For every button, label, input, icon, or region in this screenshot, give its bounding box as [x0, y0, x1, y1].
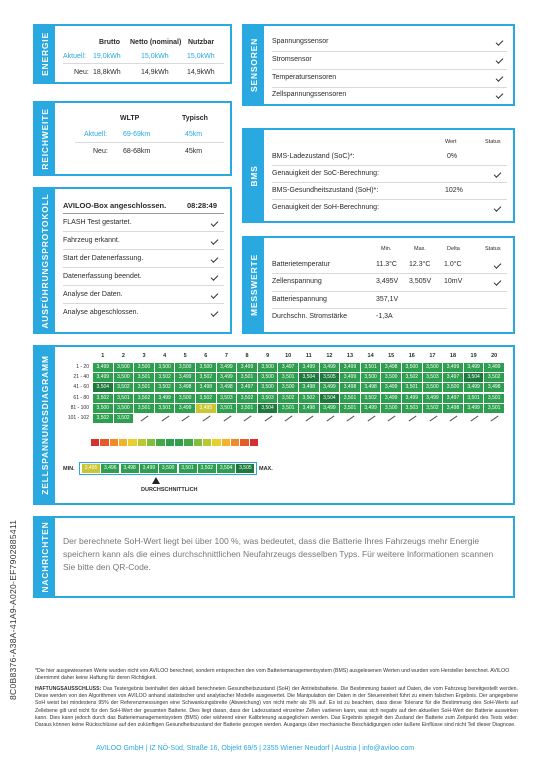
colorbar-segment [250, 439, 258, 446]
cell-voltage: 3,497 [443, 394, 463, 403]
messwerte-col-max: Max. [414, 246, 426, 252]
document-id-code: 8C0B8376-A38A-41A9-A020-EF7902885411 [8, 519, 18, 700]
cell-voltage: 3,500 [258, 363, 278, 372]
cell-voltage: 3,504 [299, 373, 319, 382]
cell-voltage: 3,502 [134, 394, 154, 403]
grid-column-label: 19 [470, 353, 477, 359]
footnote: *Die hier ausgewiesenen Werte wurden nicht von AVILOO berechnet, sondern entsprechen den vom Batteriemanagementsystem (BMS) ausgelesenen Werten und wurden vom Hersteller berechnet. AVILOO übernimmt daher keine Haftung für deren Richtigkeit. [35, 668, 510, 682]
cell-voltage: 3,499 [340, 373, 360, 382]
empty-cell-slash [388, 416, 396, 422]
cell-voltage: 3,500 [278, 383, 298, 392]
energie-row-neu: Neu: [74, 69, 89, 76]
scale-min-label: MIN. [63, 466, 75, 472]
cell-voltage: 3,499 [464, 404, 484, 413]
cell-voltage: 3,498 [217, 383, 237, 392]
nachrichten-text: Der berechnete SoH-Wert liegt bei über 100 %, was bedeutet, dass die Batterie Ihres Fahrzeugs mehr Energie speichern kann als die eines durchschnittlichen Neufahrzeugs desselben Typs. Für weitere Informationen scannen Sie bitte den QR-Code. [63, 536, 494, 572]
cell-voltage: 3,499 [443, 363, 463, 372]
empty-cell-slash [306, 416, 314, 422]
check-icon [211, 273, 219, 281]
nachrichten-side-label: NACHRICHTEN [35, 518, 55, 596]
grid-column-label: 6 [204, 353, 208, 359]
cell-voltage: 3,503 [402, 404, 422, 413]
cell-voltage: 3,505 [320, 373, 340, 382]
cell-voltage: 3,500 [114, 363, 134, 372]
cell-voltage: 3,501 [237, 404, 257, 413]
grid-column-label: 2 [121, 353, 125, 359]
energie-neu-netto: 14,9kWh [141, 69, 169, 76]
colorbar-segment [147, 439, 155, 446]
colorbar-segment [240, 439, 248, 446]
messwerte-delta: 10mV [444, 278, 463, 285]
disclaimer-text: Das Testergebnis beinhaltet den aktuell berechneten Gesundheitszustand (SoH) der Antriebsbatterie. Die Bestimmung basiert auf Daten, die vom Fahrzeug bereitgestellt werden. Diese werden von den Algorithmen von AVILOO anhand statistischer und analytischer Modelle ausgewertet. Die Manipulation der Daten in der Steuereinheit führt zu einem falschen Ergebnis. Der angegebene SoH weist bei mindestens 95% der Referenzmessungen eine Schwankungsbreite (Abweichung) von nicht mehr als 3% auf. Es ist zu beachten, dass diese Toleranz für die Bestimmung des SoH-Werts auf Zellebene gilt und nicht für den SoH-Wert der gesamten Batterie. Dies liegt daran, dass der Ladezustand einzelner Zellen variieren kann, was sich negativ auf den aktuellen SoH-Wert der Batterie auswirken kann. Dies kann jedoch durch das Batteriemanagementsystem (BMS) oder während einer Kalibrierung ausgeglichen werden. Das Ergebnis spiegelt den Zustand der Batterie zum Zeitpunkt des Tests wider. Daraus können keine Rückschlüsse auf den zukünftigen Gesundheitszustand der Batterie gezogen werden. Ausgangs über mechanische Beschädigungen oder äußere Einflüsse sind nicht Teil dieser Diagnose. [35, 686, 518, 729]
messwerte-side-label: MESSWERTE [244, 238, 264, 332]
cell-voltage: 3,499 [402, 394, 422, 403]
empty-cell-slash [347, 416, 355, 422]
grid-row-label: 1 - 20 [76, 364, 89, 370]
scale-max-label: MAX. [259, 466, 273, 472]
check-icon [496, 56, 504, 64]
check-icon [494, 261, 502, 269]
cell-voltage: 3,501 [134, 404, 154, 413]
cell-voltage: 3,498 [443, 404, 463, 413]
grid-column-label: 20 [491, 353, 498, 359]
empty-cell-slash [326, 416, 334, 422]
bms-side-label: BMS [244, 130, 264, 221]
grid-row-label: 41 - 60 [73, 384, 89, 391]
zellspannung-side-label: ZELLSPANNUNGSDIAGRAMM [35, 347, 55, 503]
cell-voltage: 3,504 [464, 373, 484, 382]
scale-cell: 3,499 [140, 464, 158, 473]
grid-column-label: 12 [326, 353, 333, 359]
grid-row-label: 21 - 40 [73, 374, 89, 381]
cell-voltage: 3,500 [381, 404, 401, 413]
check-icon [494, 278, 502, 286]
cell-voltage: 3,501 [340, 394, 360, 403]
cell-voltage: 3,502 [196, 394, 216, 403]
cell-voltage: 3,499 [484, 363, 504, 372]
company-name: AVILOO GmbH [96, 745, 144, 752]
cell-voltage: 3,498 [484, 383, 504, 392]
colorbar-segment [128, 439, 136, 446]
cell-voltage: 3,502 [155, 383, 175, 392]
sensor-item: Temperatursensoren [272, 74, 337, 81]
energie-neu-brutto: 18,8kWh [93, 69, 121, 76]
cell-voltage: 3,500 [93, 404, 113, 413]
cell-voltage: 3,502 [402, 373, 422, 382]
cell-voltage: 3,499 [93, 363, 113, 372]
footer-line: AVILOO GmbH | IZ NÖ-Süd, Straße 16, Objekt 69/5 | 2355 Wiener Neudorf | Austria | info@aviloo.com [96, 745, 415, 752]
cell-voltage: 3,502 [299, 394, 319, 403]
colorbar-segment [194, 439, 202, 446]
cell-voltage: 3,503 [423, 373, 443, 382]
grid-column-label: 16 [408, 353, 415, 359]
colorbar-segment [156, 439, 164, 446]
cell-voltage: 3,500 [175, 394, 195, 403]
cell-voltage: 3,501 [484, 394, 504, 403]
company-address: IZ NÖ-Süd, Straße 16, Objekt 69/5 | 2355 Wiener Neudorf | Austria | info@aviloo.com [149, 745, 415, 752]
reichweite-row-aktuell: Aktuell: [84, 131, 107, 138]
cell-voltage: 3,500 [258, 373, 278, 382]
cell-voltage: 3,498 [196, 383, 216, 392]
colorbar-segment [175, 439, 183, 446]
grid-column-label: 14 [367, 353, 374, 359]
grid-column-label: 3 [142, 353, 146, 359]
grid-row-label: 61 - 80 [73, 394, 89, 401]
messwerte-col-delta: Delta [447, 246, 460, 252]
voltage-scale [79, 462, 257, 475]
colorbar-segment [184, 439, 192, 446]
energie-col-brutto: Brutto [99, 39, 120, 46]
cell-voltage: 3,500 [443, 383, 463, 392]
messwerte-min: 11.3°C [376, 261, 397, 268]
scale-cell: 3,500 [159, 464, 177, 473]
cell-voltage: 3,502 [361, 394, 381, 403]
empty-cell-slash [223, 416, 231, 422]
cell-voltage: 3,502 [196, 373, 216, 382]
cell-voltage: 3,500 [114, 404, 134, 413]
voltage-colorbar [91, 439, 259, 446]
grid-column-label: 7 [224, 353, 228, 359]
scale-cell: 3,504 [217, 464, 235, 473]
check-icon [496, 38, 504, 46]
cell-voltage: 3,501 [361, 363, 381, 372]
sensoren-side-label: SENSOREN [244, 26, 264, 104]
cell-voltage: 3,499 [155, 394, 175, 403]
messwerte-max: 12.3°C [409, 261, 431, 268]
reichweite-col-typisch: Typisch [182, 115, 208, 122]
cell-voltage: 3,499 [237, 363, 257, 372]
empty-cell-slash [244, 416, 252, 422]
nachrichten-card [33, 516, 515, 598]
energie-aktuell-nutzbar: 15,0kWh [187, 53, 215, 60]
protokoll-header: AVILOO-Box angeschlossen. [63, 201, 167, 210]
cell-voltage: 3,500 [196, 363, 216, 372]
grid-column-label: 17 [429, 353, 436, 359]
cell-voltage: 3,504 [93, 383, 113, 392]
cell-voltage: 3,500 [114, 373, 134, 382]
bms-row-value: 0% [447, 153, 458, 160]
cell-voltage-grid [35, 347, 513, 503]
scale-cell: 3,502 [198, 464, 216, 473]
protokoll-item: FLASH Test gestartet. [63, 219, 132, 226]
reichweite-row-neu: Neu: [93, 148, 108, 155]
cell-voltage: 3,499 [320, 404, 340, 413]
cell-voltage: 3,498 [381, 363, 401, 372]
cell-voltage: 3,498 [175, 383, 195, 392]
energie-side-label: ENERGIE [35, 26, 55, 82]
cell-voltage: 3,501 [237, 373, 257, 382]
bms-row-label: BMS-Ladezustand (SoC)*: [272, 153, 355, 160]
cell-voltage: 3,497 [443, 373, 463, 382]
energie-row-aktuell: Aktuell: [63, 53, 86, 60]
check-icon [211, 309, 219, 317]
protokoll-item: Analyse abgeschlossen. [63, 309, 139, 316]
grid-column-label: 9 [266, 353, 270, 359]
cell-voltage: 3,500 [258, 383, 278, 392]
cell-voltage: 3,501 [217, 404, 237, 413]
bms-row-label: Genauigkeit der SoH-Berechnung: [272, 204, 380, 211]
check-icon [496, 74, 504, 82]
bms-row-label: BMS-Gesundheitszustand (SoH)*: [272, 187, 379, 194]
grid-column-label: 4 [163, 353, 167, 359]
colorbar-segment [110, 439, 118, 446]
cell-voltage: 3,500 [381, 373, 401, 382]
bms-col-status: Status [485, 139, 501, 145]
cell-voltage: 3,495 [196, 404, 216, 413]
grid-column-label: 8 [245, 353, 249, 359]
colorbar-segment [222, 439, 230, 446]
cell-voltage: 3,500 [361, 373, 381, 382]
grid-column-label: 1 [101, 353, 105, 359]
check-icon [494, 204, 502, 212]
colorbar-segment [212, 439, 220, 446]
protokoll-item: Start der Datenerfassung. [63, 255, 144, 262]
colorbar-segment [91, 439, 99, 446]
cell-voltage: 3,501 [134, 383, 154, 392]
cell-voltage: 3,498 [299, 383, 319, 392]
scale-cell: 3,495 [82, 464, 100, 473]
cell-voltage: 3,499 [340, 363, 360, 372]
energie-aktuell-netto: 15,0kWh [141, 53, 169, 60]
disclaimer-label: HAFTUNGSAUSSCHLUSS: [35, 686, 102, 692]
protokoll-item: Fahrzeug erkannt. [63, 237, 120, 244]
energie-neu-nutzbar: 14,9kWh [187, 69, 215, 76]
protokoll-item: Datenerfassung beendet. [63, 273, 142, 280]
grid-column-label: 13 [346, 353, 354, 359]
cell-voltage: 3,499 [175, 373, 195, 382]
cell-voltage: 3,498 [299, 404, 319, 413]
zellspannung-card [33, 345, 515, 505]
disclaimer [35, 686, 518, 729]
cell-voltage: 3,501 [484, 404, 504, 413]
bms-card [242, 128, 515, 223]
check-icon [211, 219, 219, 227]
cell-voltage: 3,502 [93, 394, 113, 403]
cell-voltage: 3,499 [381, 383, 401, 392]
bms-row-value: 102% [445, 187, 463, 194]
empty-cell-slash [409, 416, 417, 422]
cell-voltage: 3,504 [258, 404, 278, 413]
cell-voltage: 3,499 [93, 373, 113, 382]
messwerte-row-label: Zellenspannung [272, 278, 322, 285]
cell-voltage: 3,500 [423, 383, 443, 392]
bms-row-label: Genauigkeit der SoC-Berechnung: [272, 170, 380, 177]
empty-cell-slash [203, 416, 211, 422]
empty-cell-slash [182, 416, 190, 422]
cell-voltage: 3,501 [134, 373, 154, 382]
grid-row-label: 81 - 100 [70, 404, 89, 411]
reichweite-aktuell-wltp: 69-69km [123, 131, 151, 138]
check-icon [496, 91, 504, 99]
protokoll-item: Analyse der Daten. [63, 291, 123, 298]
cell-voltage: 3,503 [258, 394, 278, 403]
grid-column-label: 18 [449, 353, 457, 359]
bms-col-wert: Wert [445, 139, 457, 145]
check-icon [211, 291, 219, 299]
messwerte-min: -1,3A [376, 313, 393, 320]
messwerte-min: 3,495V [376, 278, 399, 285]
messwerte-row-label: Batterietemperatur [272, 261, 330, 268]
colorbar-segment [100, 439, 108, 446]
cell-voltage: 3,500 [175, 363, 195, 372]
cell-voltage: 3,499 [381, 394, 401, 403]
sensoren-card [242, 24, 515, 106]
cell-voltage: 3,504 [320, 394, 340, 403]
cell-voltage: 3,502 [114, 383, 134, 392]
cell-voltage: 3,501 [402, 383, 422, 392]
cell-voltage: 3,499 [217, 363, 237, 372]
empty-cell-slash [429, 416, 437, 422]
cell-voltage: 3,500 [134, 363, 154, 372]
grid-column-label: 5 [183, 353, 187, 359]
colorbar-segment [166, 439, 174, 446]
messwerte-delta: 1.0°C [444, 261, 462, 268]
empty-cell-slash [141, 416, 149, 422]
check-icon [494, 170, 502, 178]
cell-voltage: 3,501 [155, 404, 175, 413]
grid-column-label: 11 [305, 353, 312, 359]
energie-aktuell-brutto: 19,0kWh [93, 53, 121, 60]
sensor-item: Stromsensor [272, 56, 312, 63]
cell-voltage: 3,499 [464, 363, 484, 372]
cell-voltage: 3,498 [340, 383, 360, 392]
cell-voltage: 3,499 [423, 394, 443, 403]
cell-voltage: 3,503 [217, 394, 237, 403]
cell-voltage: 3,497 [278, 363, 298, 372]
cell-voltage: 3,499 [175, 404, 195, 413]
cell-voltage: 3,497 [237, 383, 257, 392]
reichweite-neu-typisch: 45km [185, 148, 203, 155]
messwerte-row-label: Batteriespannung [272, 296, 327, 303]
empty-cell-slash [470, 416, 478, 422]
cell-voltage: 3,501 [278, 404, 298, 413]
cell-voltage: 3,502 [114, 414, 134, 423]
reichweite-side-label: REICHWEITE [35, 103, 55, 174]
cell-voltage: 3,501 [340, 404, 360, 413]
protokoll-time: 08:28:49 [187, 201, 218, 210]
empty-cell-slash [161, 416, 169, 422]
empty-cell-slash [491, 416, 499, 422]
reichweite-neu-wltp: 68-68km [123, 148, 151, 155]
messwerte-col-status: Status [485, 246, 501, 252]
cell-voltage: 3,499 [320, 383, 340, 392]
cell-voltage: 3,499 [217, 373, 237, 382]
sensor-item: Zellspannungssensoren [272, 91, 347, 98]
check-icon [211, 237, 219, 245]
average-marker-icon [152, 477, 160, 484]
cell-voltage: 3,501 [278, 373, 298, 382]
energie-card [33, 24, 232, 84]
empty-cell-slash [450, 416, 458, 422]
grid-column-label: 15 [388, 353, 395, 359]
messwerte-card [242, 236, 515, 334]
cell-voltage: 3,501 [464, 394, 484, 403]
empty-cell-slash [264, 416, 272, 422]
cell-voltage: 3,500 [402, 363, 422, 372]
messwerte-row-label: Durchschn. Stromstärke [272, 313, 348, 320]
grid-row-label: 101 - 102 [67, 415, 89, 421]
cell-voltage: 3,498 [361, 383, 381, 392]
scale-cell: 3,501 [179, 464, 197, 473]
colorbar-segment [203, 439, 211, 446]
grid-column-label: 10 [285, 353, 292, 359]
cell-voltage: 3,499 [464, 383, 484, 392]
empty-cell-slash [285, 416, 293, 422]
reichweite-card [33, 101, 232, 176]
scale-cell: 3,496 [101, 464, 119, 473]
cell-voltage: 3,502 [237, 394, 257, 403]
cell-voltage: 3,502 [423, 404, 443, 413]
messwerte-col-min: Min. [381, 246, 392, 252]
cell-voltage: 3,499 [299, 363, 319, 372]
cell-voltage: 3,500 [155, 363, 175, 372]
cell-voltage: 3,500 [423, 363, 443, 372]
protokoll-side-label: AUSFÜHRUNGSPROTOKOLL [35, 189, 55, 332]
cell-voltage: 3,502 [155, 373, 175, 382]
energie-col-nutzbar: Nutzbar [188, 39, 215, 46]
cell-voltage: 3,502 [278, 394, 298, 403]
check-icon [211, 255, 219, 263]
colorbar-segment [231, 439, 239, 446]
cell-voltage: 3,502 [484, 373, 504, 382]
cell-voltage: 3,501 [114, 394, 134, 403]
protokoll-card [33, 187, 232, 334]
cell-voltage: 3,502 [93, 414, 113, 423]
sensor-item: Spannungssensor [272, 38, 329, 45]
average-label: DURCHSCHNITTLICH [141, 487, 198, 493]
scale-cell: 3,498 [121, 464, 139, 473]
cell-voltage: 3,499 [320, 363, 340, 372]
messwerte-min: 357,1V [376, 296, 399, 303]
scale-cell: 3,505 [236, 464, 254, 473]
colorbar-segment [138, 439, 146, 446]
messwerte-max: 3,505V [409, 278, 432, 285]
cell-voltage: 3,499 [361, 404, 381, 413]
empty-cell-slash [367, 416, 375, 422]
colorbar-segment [119, 439, 127, 446]
energie-col-netto: Netto (nominal) [130, 39, 182, 46]
reichweite-col-wltp: WLTP [120, 115, 140, 122]
reichweite-aktuell-typisch: 45km [185, 131, 203, 138]
